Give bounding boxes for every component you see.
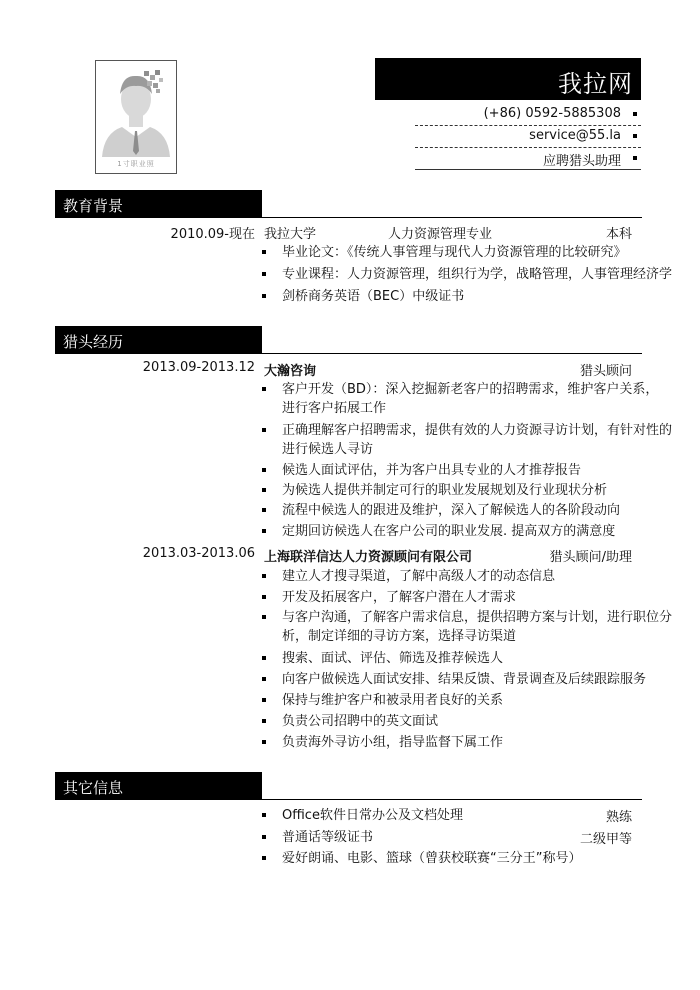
bullet-icon (262, 595, 266, 599)
section-title: 猎头经历 (63, 333, 124, 351)
avatar-placeholder-icon (96, 61, 176, 173)
education-date: 2010.09-现在 (170, 227, 255, 242)
section-header-experience (55, 326, 262, 354)
bullet-icon (262, 719, 266, 723)
section-header-education (55, 190, 262, 218)
degree: 本科 (605, 227, 632, 242)
bullet-icon (262, 813, 266, 817)
school-name: 我拉大学 (264, 227, 317, 242)
job-role: 猎头顾问 (579, 364, 632, 379)
phone-number: (+86) 0592-5885308 (483, 106, 621, 121)
company-name: 上海联洋信达人力资源顾问有限公司 (264, 550, 473, 565)
section-header-other (55, 772, 262, 800)
bullet-icon (262, 468, 266, 472)
section-divider (262, 799, 642, 800)
target-position: 应聘猎头助理 (542, 154, 621, 169)
bullet-icon (262, 428, 266, 432)
position-row (415, 147, 641, 170)
job-date: 2013.09-2013.12 (142, 360, 255, 375)
bullet-icon (262, 529, 266, 533)
bullet-icon (262, 740, 266, 744)
photo-caption: 1寸职业照 (117, 160, 155, 168)
phone-row (415, 103, 641, 126)
bullet-icon (262, 488, 266, 492)
bullet-icon (262, 508, 266, 512)
job-role: 猎头顾问/助理 (549, 550, 632, 565)
section-title: 其它信息 (63, 779, 124, 797)
bullet-icon (262, 294, 266, 298)
bullet-icon (262, 835, 266, 839)
email-row (415, 125, 641, 148)
bullet-icon (262, 677, 266, 681)
bullet-icon (262, 856, 266, 860)
bullet-icon (262, 656, 266, 660)
profile-photo (95, 60, 177, 174)
bullet-icon (262, 615, 266, 619)
section-divider (262, 217, 642, 218)
candidate-name: 我拉网 (558, 70, 633, 98)
section-title: 教育背景 (63, 197, 124, 215)
bullet-icon (262, 250, 266, 254)
skill-level: 二级甲等 (579, 832, 632, 847)
company-name: 大瀚咨询 (264, 364, 317, 379)
major-name: 人力资源管理专业 (388, 227, 493, 242)
bullet-icon (262, 272, 266, 276)
section-divider (262, 353, 642, 354)
bullet-icon (262, 387, 266, 391)
bullet-icon (633, 156, 637, 160)
bullet-icon (262, 574, 266, 578)
bullet-icon (262, 698, 266, 702)
skill-level: 熟练 (605, 810, 632, 825)
email-address: service@55.la (529, 128, 621, 143)
bullet-icon (633, 134, 637, 138)
job-date: 2013.03-2013.06 (142, 546, 255, 561)
name-banner (375, 58, 641, 100)
bullet-icon (633, 112, 637, 116)
